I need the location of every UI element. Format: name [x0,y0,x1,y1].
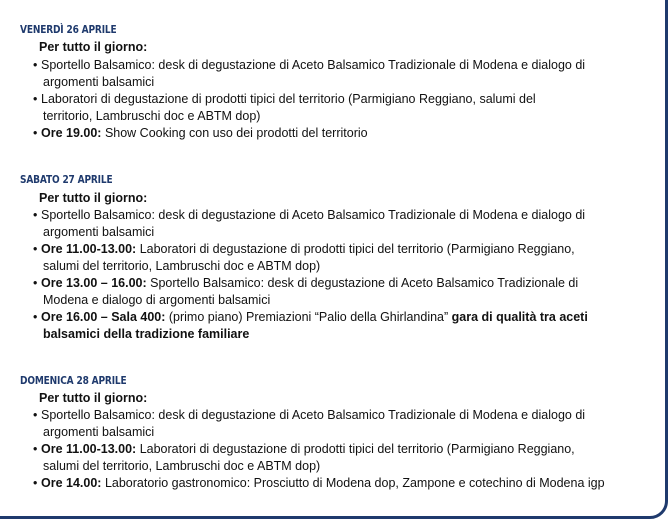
list-item: • Ore 11.00-13.00: Laboratori di degustazione di prodotti tipici del territorio (Parmigiano Reggiano, salumi del territorio, Lambruschi doc e ABTM dop) [33,242,575,273]
list-item: • Ore 19.00: Show Cooking con uso dei prodotti del territorio [33,126,368,140]
list-item: • Sportello Balsamico: desk di degustazione di Aceto Balsamico Tradizionale di Modena e dialogo di argomenti balsamici [33,58,586,89]
day-heading-saturday: SABATO 27 APRILE [20,174,113,186]
day-heading-sunday: DOMENICA 28 APRILE [20,375,127,387]
allday-label: Per tutto il giorno: [39,391,148,405]
list-item: • Sportello Balsamico: desk di degustazione di Aceto Balsamico Tradizionale di Modena e dialogo di argomenti balsamici [33,208,586,239]
list-item: • Ore 14.00: Laboratorio gastronomico: Prosciutto di Modena dop, Zampone e cotechino di Modena igp [33,476,605,490]
list-item: • Laboratori di degustazione di prodotti tipici del territorio (Parmigiano Reggiano, salumi del territorio, Lambruschi doc e ABTM dop) [33,92,536,123]
list-item: • Ore 11.00-13.00: Laboratori di degustazione di prodotti tipici del territorio (Parmigiano Reggiano, salumi del territorio, Lambruschi doc e ABTM dop) [33,442,575,473]
list-item: • Sportello Balsamico: desk di degustazione di Aceto Balsamico Tradizionale di Modena e dialogo di argomenti balsamici [33,408,586,439]
allday-label: Per tutto il giorno: [39,191,148,205]
list-item: • Ore 16.00 – Sala 400: (primo piano) Premiazioni “Palio della Ghirlandina” gara di qualità tra aceti balsamici della tradizione familiare [33,310,588,341]
list-item: • Ore 13.00 – 16.00: Sportello Balsamico: desk di degustazione di Aceto Balsamico Tradizionale di Modena e dialogo di argomenti balsamici [33,276,579,307]
day-heading-friday: VENERDÌ 26 APRILE [20,24,117,36]
allday-label: Per tutto il giorno: [39,40,148,54]
